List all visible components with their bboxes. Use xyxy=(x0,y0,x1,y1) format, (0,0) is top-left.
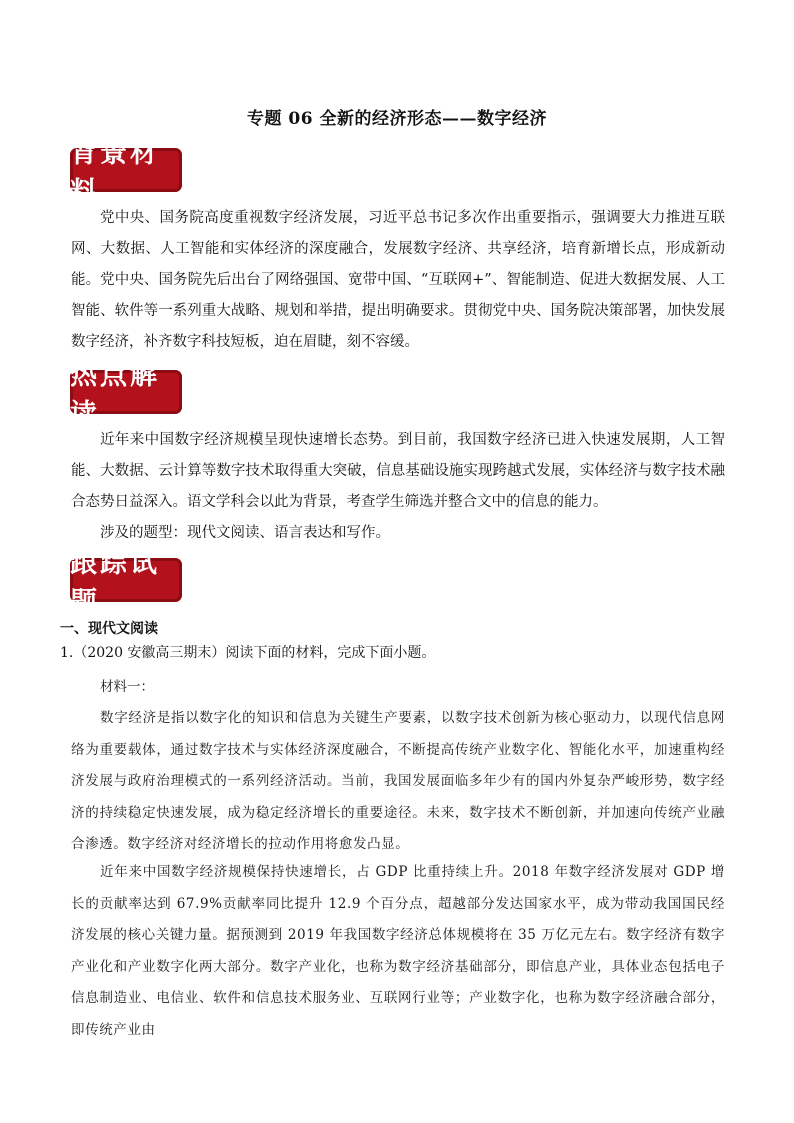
document-title: 专题 06 全新的经济形态——数字经济 xyxy=(247,109,547,129)
hotspot-interpretation-badge-label: 热点解读 xyxy=(70,360,160,430)
question-prompt: 1.（2020 安徽高三期末）阅读下面的材料，完成下面小题。 xyxy=(60,645,436,661)
question-types-line: 涉及的题型：现代文阅读、语言表达和写作。 xyxy=(100,525,390,541)
hotspot-paragraph: 近年来中国数字经济规模呈现快速增长态势。到目前，我国数字经济已进入快速发展期，人工智能、大数据、云计算等数字技术取得重大突破，信息基础设施实现跨越式发展，实体经济与数字技术融合态势日益深入。语文学科会以此为背景，考查学生筛选并整合文中的信息的能力。 xyxy=(71,432,725,510)
material-one-paragraph-1: 数字经济是指以数字化的知识和信息为关键生产要素，以数字技术创新为核心驱动力，以现代信息网络为重要载体，通过数字技术与实体经济深度融合，不断提高传统产业数字化、智能化水平，加速重构经济发展与政府治理模式的一系列经济活动。当前，我国发展面临多年少有的国内外复杂严峻形势，数字经济的持续稳定快速发展，成为稳定经济增长的重要途径。未来，数字技术不断创新，并加速向传统产业融合渗透。数字经济对经济增长的拉动作用将愈发凸显。 xyxy=(71,710,725,852)
background-material-badge-label: 背景材料 xyxy=(70,138,160,208)
modern-reading-heading: 一、现代文阅读 xyxy=(60,621,158,637)
material-one-label: 材料一： xyxy=(100,679,154,695)
hotspot-interpretation-badge xyxy=(70,360,182,430)
tracking-questions-badge xyxy=(70,548,182,618)
background-material-badge xyxy=(70,138,182,208)
tracking-questions-badge-label: 跟踪试题 xyxy=(70,548,160,618)
material-one-paragraph-2: 近年来中国数字经济规模保持快速增长，占 GDP 比重持续上升。2018 年数字经济发展对 GDP 增长的贡献率达到 67.9%贡献率同比提升 12.9 个百分点，超越部分发达国家水平，成为带动我国国民经济发展的核心关键力量。据预测到 2019 年我国数字经济总体规模将在 35 万亿元左右。数字经济有数字产业化和产业数字化两大部分。数字产业化，也称为数字经济基础部分，即信息产业，具体业态包括电子信息制造业、电信业、软件和信息技术服务业、互联网行业等；产业数字化，也称为数字经济融合部分，即传统产业由 xyxy=(71,864,725,1038)
background-paragraph: 党中央、国务院高度重视数字经济发展，习近平总书记多次作出重要指示，强调要大力推进互联网、大数据、人工智能和实体经济的深度融合，发展数字经济、共享经济，培育新增长点，形成新动能。党中央、国务院先后出台了网络强国、宽带中国、“互联网+”、智能制造、促进大数据发展、人工智能、软件等一系列重大战略、规划和举措，提出明确要求。贯彻党中央、国务院决策部署，加快发展数字经济，补齐数字科技短板，迫在眉睫，刻不容缓。 xyxy=(71,210,725,350)
